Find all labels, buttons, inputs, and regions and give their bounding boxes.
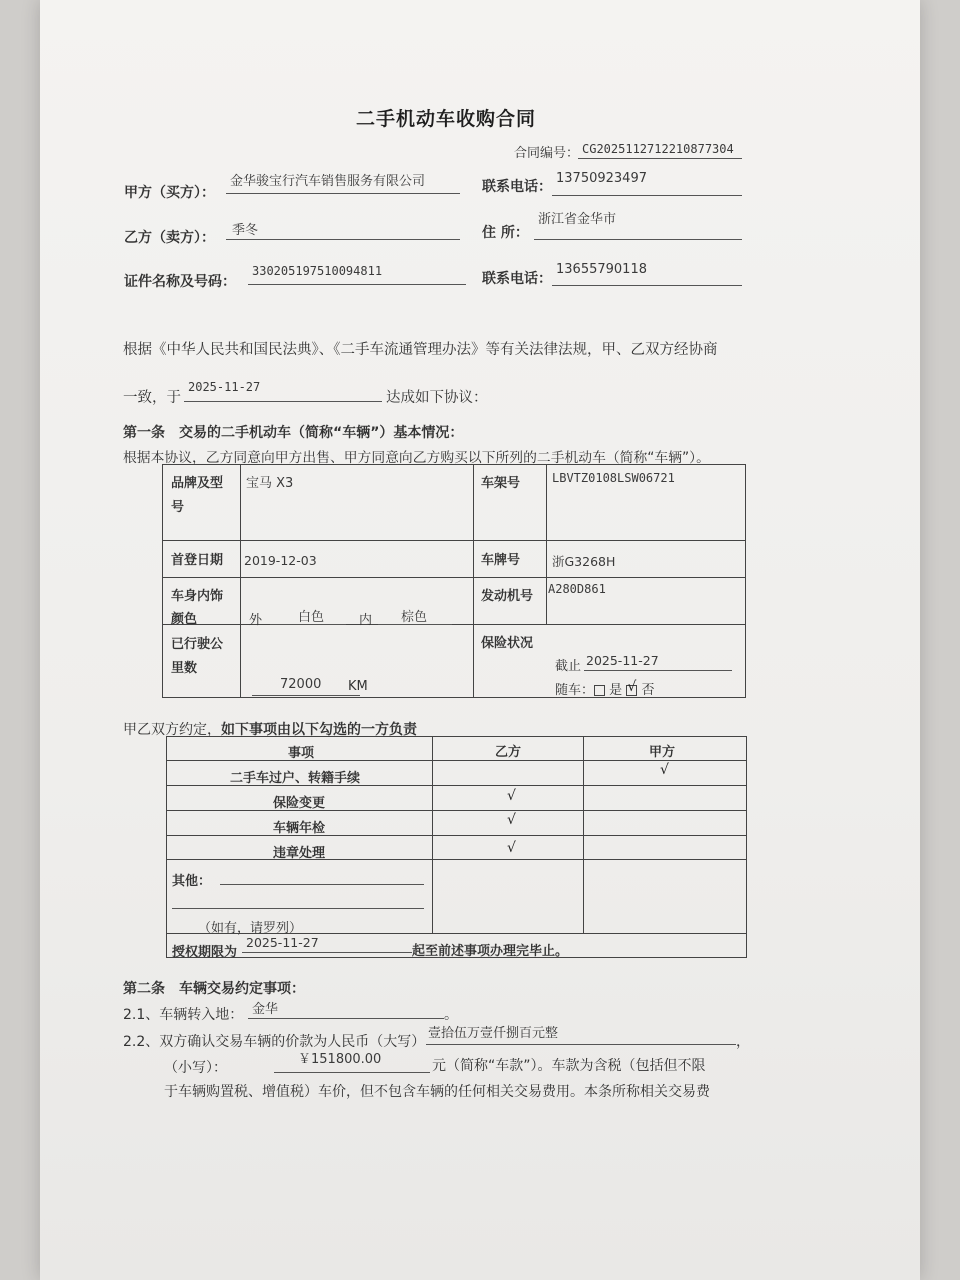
agreement-head-item: 事项 — [288, 746, 315, 761]
auth-suffix: 起至前述事项办理完毕止。 — [412, 944, 569, 959]
agreement-intro-plain: 甲乙双方约定， — [123, 722, 221, 738]
insurance-label: 保险状况 — [481, 636, 534, 651]
vehicle-table-col-3 — [546, 464, 547, 624]
article-2-1-end: 。 — [444, 1007, 458, 1023]
insurance-follow-label — [555, 679, 654, 698]
mileage-label-2: 里数 — [171, 661, 198, 676]
contract-title: 二手机动车收购合同 — [356, 108, 537, 130]
auth-date: 2025-11-27 — [246, 935, 319, 950]
engine-label: 发动机号 — [481, 589, 534, 604]
agreement-check-insurance-b[interactable]: √ — [507, 788, 516, 804]
party-b-name: 季冬 — [232, 223, 259, 238]
id-doc-underline — [248, 284, 466, 285]
party-a-label: 甲方（买方）： — [124, 185, 215, 201]
agreement-other-label: 其他： — [172, 874, 212, 889]
agreement-other-line-2 — [172, 908, 424, 909]
agreement-other-note: （如有，请罗列） — [198, 921, 303, 936]
vehicle-table-col-1 — [240, 464, 241, 697]
party-a-name: 金华骏宝行汽车销售服务有限公司 — [230, 174, 426, 189]
article-2-2-prefix: 2.2、双方确认交易车辆的价款为人民币（大写） — [123, 1034, 426, 1050]
agreement-item-insurance: 保险变更 — [273, 796, 326, 811]
insurance-until-underline — [584, 670, 732, 671]
vin-label: 车架号 — [481, 476, 521, 491]
price-upper: 壹拾伍万壹仟捌百元整 — [428, 1026, 559, 1041]
article-2-2-end: ， — [736, 1034, 750, 1050]
insurance-yes-checkbox[interactable] — [594, 685, 605, 696]
contract-no-underline — [578, 158, 742, 159]
agreement-row-3 — [166, 835, 747, 836]
color-label-2: 颜色 — [171, 612, 198, 627]
vehicle-table-row-2 — [162, 577, 746, 578]
exterior-label: 外 — [249, 613, 263, 628]
insurance-until-label: 截止 — [555, 659, 582, 674]
reg-date-label: 首登日期 — [171, 553, 224, 568]
agreement-check-inspection-b[interactable]: √ — [507, 812, 516, 828]
id-doc-value: 330205197510094811 — [252, 264, 383, 278]
price-lower-prefix: （小写）： — [164, 1060, 227, 1076]
agreement-item-transfer: 二手车过户、转籍手续 — [230, 771, 361, 786]
party-a-phone-label: 联系电话： — [482, 179, 552, 195]
agreement-check-transfer-a[interactable]: √ — [660, 762, 669, 778]
agreement-row-4 — [166, 859, 747, 860]
intro-prefix: 一致，于 — [123, 390, 181, 406]
brand-label-1: 品牌及型 — [171, 476, 224, 491]
party-a-underline — [226, 193, 460, 194]
brand-label-2: 号 — [171, 500, 185, 515]
party-a-phone-underline — [552, 195, 742, 196]
intro-date-underline — [184, 401, 382, 402]
brand-value: 宝马 X3 — [246, 476, 294, 491]
vin-value: LBVTZ0108LSW06721 — [552, 471, 675, 485]
contract-no-value: CG2025112712210877304 — [582, 142, 734, 156]
price-lower-suffix: 元（简称“车款”）。车款为含税（包括但不限 — [432, 1058, 706, 1074]
contract-no-label: 合同编号： — [514, 146, 580, 161]
interior-underline — [378, 624, 452, 625]
contract-page — [40, 0, 920, 1280]
article-1-heading: 第一条 交易的二手机动车（简称“车辆”）基本情况： — [123, 425, 464, 441]
agreement-row-0 — [166, 760, 747, 761]
mileage-label-1: 已行驶公 — [171, 637, 224, 652]
exterior-color: 白色 — [298, 610, 325, 625]
interior-label: 内 — [359, 613, 373, 628]
party-b-phone-label: 联系电话： — [482, 271, 552, 287]
party-a-phone: 13750923497 — [556, 171, 647, 186]
agreement-check-violation-b[interactable]: √ — [507, 840, 516, 856]
price-lower-underline — [274, 1072, 430, 1073]
article-2-1-value: 金华 — [252, 1002, 279, 1017]
article-2-heading: 第二条 车辆交易约定事项： — [123, 981, 305, 997]
interior-color: 棕色 — [401, 610, 428, 625]
mileage-unit: KM — [348, 679, 368, 694]
agreement-item-violation: 违章处理 — [273, 846, 326, 861]
insurance-no-label: 否 — [641, 683, 655, 698]
reg-date-value: 2019-12-03 — [244, 553, 317, 568]
insurance-yes-label: 是 — [609, 683, 623, 698]
vehicle-table-row-1 — [162, 540, 746, 541]
price-upper-underline — [426, 1044, 736, 1045]
intro-line-1: 根据《中华人民共和国民法典》、《二手车流通管理办法》等有关法律法规，甲、乙双方经协商 — [123, 342, 718, 358]
color-label-1: 车身内饰 — [171, 589, 224, 604]
engine-value: A280D861 — [548, 582, 606, 596]
party-b-phone: 13655790118 — [556, 262, 647, 277]
vehicle-table-col-2 — [473, 464, 474, 697]
agreement-head-b: 乙方 — [495, 745, 522, 760]
auth-date-underline — [242, 952, 412, 953]
auth-prefix: 授权期限为 — [172, 945, 238, 960]
article-2-1-prefix: 2.1、车辆转入地： — [123, 1007, 244, 1023]
intro-suffix: 达成如下协议： — [386, 390, 488, 406]
party-b-address-label: 住 所： — [482, 225, 529, 241]
agreement-item-inspection: 车辆年检 — [273, 821, 326, 836]
plate-value: 浙G3268H — [552, 554, 616, 569]
plate-label: 车牌号 — [481, 553, 521, 568]
exterior-underline — [270, 624, 346, 625]
intro-date: 2025-11-27 — [188, 380, 261, 394]
party-b-phone-underline — [552, 285, 742, 286]
party-b-address-underline — [534, 239, 742, 240]
insurance-until-date: 2025-11-27 — [586, 653, 659, 668]
mileage-value: 72000 — [280, 677, 322, 692]
article-2-1-underline — [248, 1018, 444, 1019]
article-2-2-last-line: 于车辆购置税、增值税）车价，但不包含车辆的任何相关交易费用。本条所称相关交易费 — [164, 1084, 710, 1100]
insurance-follow-text: 随车： — [555, 683, 595, 698]
mileage-underline — [252, 695, 360, 696]
agreement-intro-bold: 如下事项由以下勾选的一方负责 — [221, 722, 417, 738]
insurance-no-checkbox[interactable]: √ — [627, 679, 637, 695]
party-b-underline — [226, 239, 460, 240]
agreement-other-line-1 — [220, 884, 424, 885]
agreement-row-2 — [166, 810, 747, 811]
article-1-desc: 根据本协议，乙方同意向甲方出售、甲方同意向乙方购买以下所列的二手机动车（简称“车辆”）。 — [123, 450, 710, 466]
party-b-label: 乙方（卖方）： — [124, 230, 215, 246]
party-b-address: 浙江省金华市 — [538, 212, 617, 227]
agreement-head-a: 甲方 — [649, 745, 676, 760]
price-lower: ￥151800.00 — [298, 1052, 382, 1067]
id-doc-label: 证件名称及号码： — [124, 274, 236, 290]
